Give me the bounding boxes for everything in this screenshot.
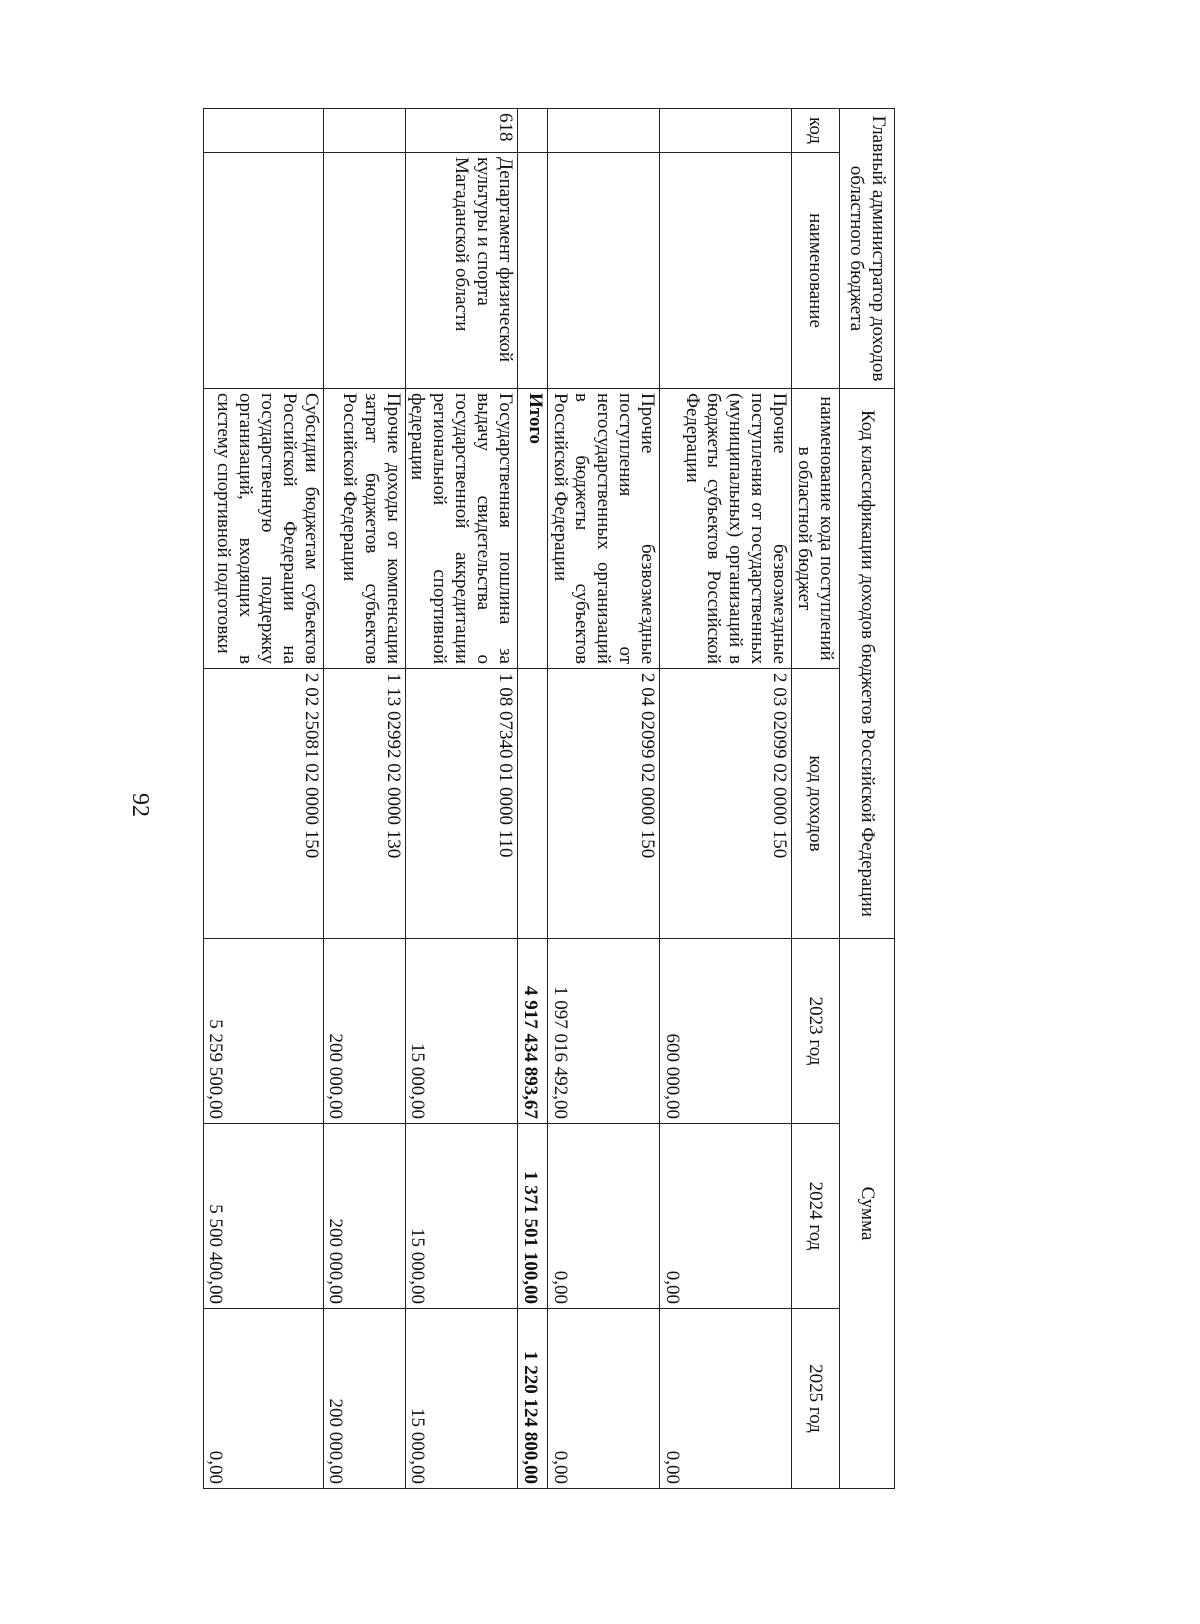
amount-2024-cell: 5 500 400,00: [203, 1124, 323, 1309]
amount-2023-cell: 15 000,00: [405, 939, 517, 1124]
amount-2023-cell: 1 097 016 492,00: [547, 939, 659, 1124]
income-name-cell: Прочие безвозмездные поступления от государственных (муниципальных) организаций в бюджеты субъектов Российской Федерации: [660, 389, 792, 669]
header-col-2024: 2024 год: [792, 1124, 840, 1309]
total-row: [517, 109, 547, 1489]
amount-2025-cell: 0,00: [203, 1309, 323, 1489]
amount-2024-cell: 0,00: [547, 1124, 659, 1309]
admin-code-cell: [547, 109, 659, 153]
total-2023-cell: 4 917 434 893,67: [517, 939, 547, 1124]
admin-code-cell: [323, 109, 405, 153]
header-col-name: наименование: [792, 153, 840, 389]
budget-income-table: [203, 108, 895, 1489]
header-col-income-name: наименование кода поступлений в областной бюджет: [792, 389, 840, 669]
table-row: [323, 109, 405, 1489]
table-row: [660, 109, 792, 1489]
admin-name-cell: Департамент физической культуры и спорта Магаданской области: [405, 153, 517, 389]
amount-2025-cell: 0,00: [660, 1309, 792, 1489]
amount-2024-cell: 0,00: [660, 1124, 792, 1309]
amount-2023-cell: 5 259 500,00: [203, 939, 323, 1124]
header-col-income-code: код доходов: [792, 669, 840, 939]
total-label-cell: Итого: [517, 389, 547, 669]
total-2024-cell: 1 371 501 100,00: [517, 1124, 547, 1309]
income-code-cell: 2 04 02099 02 0000 150: [547, 669, 659, 939]
table-row: [547, 109, 659, 1489]
amount-2025-cell: 200 000,00: [323, 1309, 405, 1489]
income-code-cell: 2 02 25081 02 0000 150: [203, 669, 323, 939]
amount-2024-cell: 15 000,00: [405, 1124, 517, 1309]
admin-name-cell: [323, 153, 405, 389]
amount-2025-cell: 15 000,00: [405, 1309, 517, 1489]
admin-name-cell: [203, 153, 323, 389]
header-col-2025: 2025 год: [792, 1309, 840, 1489]
income-name-cell: Субсидии бюджетам субъектов Российской Федерации на государственную поддержку организаций, входящих в систему спортивной подготовки: [203, 389, 323, 669]
admin-name-cell: [517, 153, 547, 389]
income-code-cell: 1 08 07340 01 0000 110: [405, 669, 517, 939]
header-classification-group: Код классификации доходов бюджетов Российской Федерации: [840, 389, 895, 939]
table-row: [203, 109, 323, 1489]
amount-2023-cell: 600 000,00: [660, 939, 792, 1124]
admin-code-cell: [660, 109, 792, 153]
amount-2025-cell: 0,00: [547, 1309, 659, 1489]
header-col-code: код: [792, 109, 840, 153]
income-name-cell: Государственная пошлина за выдачу свидетельства о государственной аккредитации региональной спортивной федерации: [405, 389, 517, 669]
admin-code-cell: [517, 109, 547, 153]
income-code-cell: 2 03 02099 02 0000 150: [660, 669, 792, 939]
header-sum-group: Сумма: [840, 939, 895, 1489]
amount-2024-cell: 200 000,00: [323, 1124, 405, 1309]
admin-code-cell: 618: [405, 109, 517, 153]
page-number: 92: [127, 793, 153, 817]
total-2025-cell: 1 220 124 800,00: [517, 1309, 547, 1489]
admin-name-cell: [660, 153, 792, 389]
admin-code-cell: [203, 109, 323, 153]
budget-table-rotated: [205, 108, 895, 1488]
header-col-2023: 2023 год: [792, 939, 840, 1124]
income-code-cell: 1 13 02992 02 0000 130: [323, 669, 405, 939]
table-row: [405, 109, 517, 1489]
income-code-cell: [517, 669, 547, 939]
income-name-cell: Прочие доходы от компенсации затрат бюджетов субъектов Российской Федерации: [323, 389, 405, 669]
income-name-cell: Прочие безвозмездные поступления от негосударственных организаций в бюджеты субъектов Российской Федерации: [547, 389, 659, 669]
header-admin-group: Главный администратор доходов областного бюджета: [840, 109, 895, 389]
amount-2023-cell: 200 000,00: [323, 939, 405, 1124]
admin-name-cell: [547, 153, 659, 389]
